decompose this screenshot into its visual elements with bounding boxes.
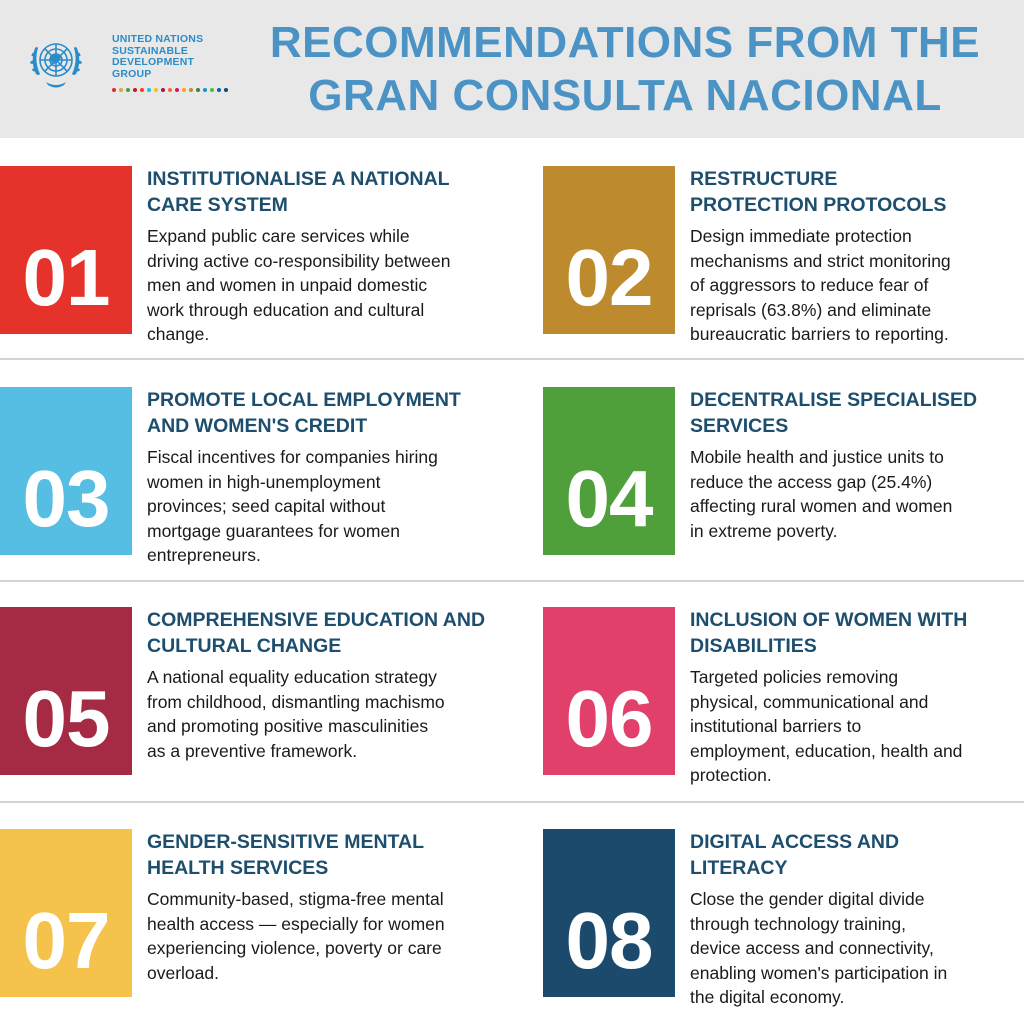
recommendation-number: 01 [22,233,110,322]
recommendation-card [0,387,500,597]
recommendation-description-line: device access and connectivity, [690,938,934,958]
recommendation-description-line: A national equality education strategy [147,667,437,687]
recommendation-description-line: mechanisms and strict monitoring [690,250,951,271]
recommendation-number-tile [0,607,132,775]
recommendation-description-line: the digital economy. [690,987,845,1007]
logo-line: DEVELOPMENT [112,56,195,68]
un-sdg-logo [26,30,226,100]
recommendation-description-line: and promoting positive masculinities [147,716,429,736]
recommendation-card [543,387,1024,597]
recommendation-description [690,445,1024,543]
recommendation-title [147,607,517,659]
recommendation-card [0,166,500,376]
sdg-dot [182,88,186,92]
recommendation-title [147,166,517,218]
recommendation-description-line: physical, communicational and [690,691,929,712]
sdg-dot [210,88,214,92]
recommendation-description-line: of aggressors to reduce fear of [690,275,929,295]
recommendation-description [147,224,517,347]
recommendation-title-line: CULTURAL CHANGE [147,635,342,657]
recommendation-title-line: AND WOMEN'S CREDIT [147,415,368,437]
sdg-dot [175,88,179,92]
recommendation-title-line: LITERACY [690,857,788,879]
recommendation-description-line: institutional barriers to [690,716,862,736]
recommendation-description-line: Community-based, stigma-free mental [147,889,444,909]
recommendation-description-line: women in high-unemployment [147,471,381,492]
recommendation-number-tile [0,829,132,997]
recommendation-number-tile [0,387,132,555]
recommendation-description-line: Close the gender digital divide [690,889,925,909]
recommendation-description-line: overload. [147,962,219,983]
un-emblem-icon [26,30,86,96]
recommendation-description-line: Mobile health and justice units to [690,447,944,467]
sdg-dot [154,88,158,92]
recommendation-description-line: Design immediate protection [690,226,912,246]
recommendation-description [147,445,517,568]
header-banner [0,0,1024,138]
sdg-dot [126,88,130,92]
recommendation-card [543,166,1024,376]
sdg-dot [168,88,172,92]
recommendation-description-line: men and women in unpaid domestic [147,275,428,295]
recommendation-number-tile [543,387,675,555]
sdg-dot [147,88,151,92]
recommendation-description-line: change. [147,324,210,344]
sdg-dot [196,88,200,92]
recommendation-title [690,387,1024,439]
recommendation-description-line: employment, education, health and [690,740,963,761]
recommendation-title-line: INSTITUTIONALISE A NATIONAL [147,168,450,190]
recommendation-number: 08 [565,896,653,985]
recommendation-description-line: Targeted policies removing [690,667,899,687]
recommendation-title-line: GENDER-SENSITIVE MENTAL [147,831,424,853]
recommendation-number: 02 [565,233,653,322]
sdg-dot [133,88,137,92]
recommendation-description-line: experiencing violence, poverty or care [147,938,442,958]
recommendation-description-line: reduce the access gap (25.4%) [690,471,933,492]
recommendation-number: 03 [22,454,110,543]
recommendation-title [147,829,517,881]
row-divider [0,580,1024,582]
row-divider [0,358,1024,360]
recommendation-title-line: COMPREHENSIVE EDUCATION AND [147,609,486,631]
logo-wordmark [112,34,232,80]
recommendation-description-line: work through education and cultural [147,299,425,320]
sdg-dot [189,88,193,92]
recommendation-description-line: Expand public care services while [147,226,410,246]
recommendation-card [0,607,500,817]
recommendation-number-tile [543,166,675,334]
recommendation-description-line: from childhood, dismantling machismo [147,691,445,712]
recommendation-title [147,387,517,439]
recommendation-title-line: RESTRUCTURE [690,168,838,190]
recommendation-description-line: affecting rural women and women [690,496,953,516]
logo-line: GROUP [112,67,152,80]
recommendation-number-tile [0,166,132,334]
recommendation-description [690,224,1024,347]
logo-line: SUSTAINABLE [112,44,189,57]
recommendation-description-line: health access — especially for women [147,913,445,934]
recommendation-title-line: PROMOTE LOCAL EMPLOYMENT [147,389,461,411]
recommendation-card [543,607,1024,817]
recommendation-description-line: through technology training, [690,913,906,934]
recommendation-description-line: mortgage guarantees for women [147,520,400,541]
recommendation-title-line: DECENTRALISE SPECIALISED [690,389,978,411]
sdg-dot [161,88,165,92]
recommendation-card [0,829,500,1024]
logo-line: UNITED NATIONS [112,33,204,45]
recommendation-number: 06 [565,674,653,763]
recommendation-card [543,829,1024,1024]
recommendation-description-line: driving active co-responsibility between [147,250,451,271]
recommendation-description-line: in extreme poverty. [690,520,838,541]
recommendation-number: 04 [565,454,653,543]
recommendation-description-line: provinces; seed capital without [147,496,386,516]
recommendation-description-line: Fiscal incentives for companies hiring [147,447,438,467]
recommendation-title-line: DISABILITIES [690,635,817,657]
recommendation-title [690,829,1024,881]
recommendation-title-line: PROTECTION PROTOCOLS [690,194,947,216]
recommendation-number-tile [543,607,675,775]
recommendation-number: 07 [22,896,110,985]
recommendation-description-line: entrepreneurs. [147,545,261,565]
sdg-dot [224,88,228,92]
sdg-dot [203,88,207,92]
page-title-line: GRAN CONSULTA NACIONAL [308,71,942,120]
recommendation-description-line: enabling women's participation in [690,962,948,983]
sdg-color-dots [112,88,228,94]
row-divider [0,801,1024,803]
sdg-dot [140,88,144,92]
recommendation-number-tile [543,829,675,997]
recommendation-title-line: CARE SYSTEM [147,194,288,216]
sdg-dot [112,88,116,92]
sdg-dot [217,88,221,92]
recommendation-description [690,887,1024,1010]
recommendation-title-line: DIGITAL ACCESS AND [690,831,900,853]
recommendation-description [147,887,517,985]
sdg-dot [119,88,123,92]
recommendation-description-line: protection. [690,765,772,785]
recommendation-title-line: HEALTH SERVICES [147,857,329,879]
page-title [240,16,1010,122]
recommendation-description [690,665,1024,788]
recommendation-description-line: bureaucratic barriers to reporting. [690,324,949,344]
recommendation-description [147,665,517,763]
recommendation-title-line: SERVICES [690,415,789,437]
page-title-line: RECOMMENDATIONS FROM THE [269,18,981,67]
recommendation-title-line: INCLUSION OF WOMEN WITH [690,609,968,631]
recommendation-number: 05 [22,674,110,763]
recommendation-title [690,607,1024,659]
recommendation-description-line: as a preventive framework. [147,740,358,761]
recommendation-description-line: reprisals (63.8%) and eliminate [690,299,932,320]
recommendation-title [690,166,1024,218]
